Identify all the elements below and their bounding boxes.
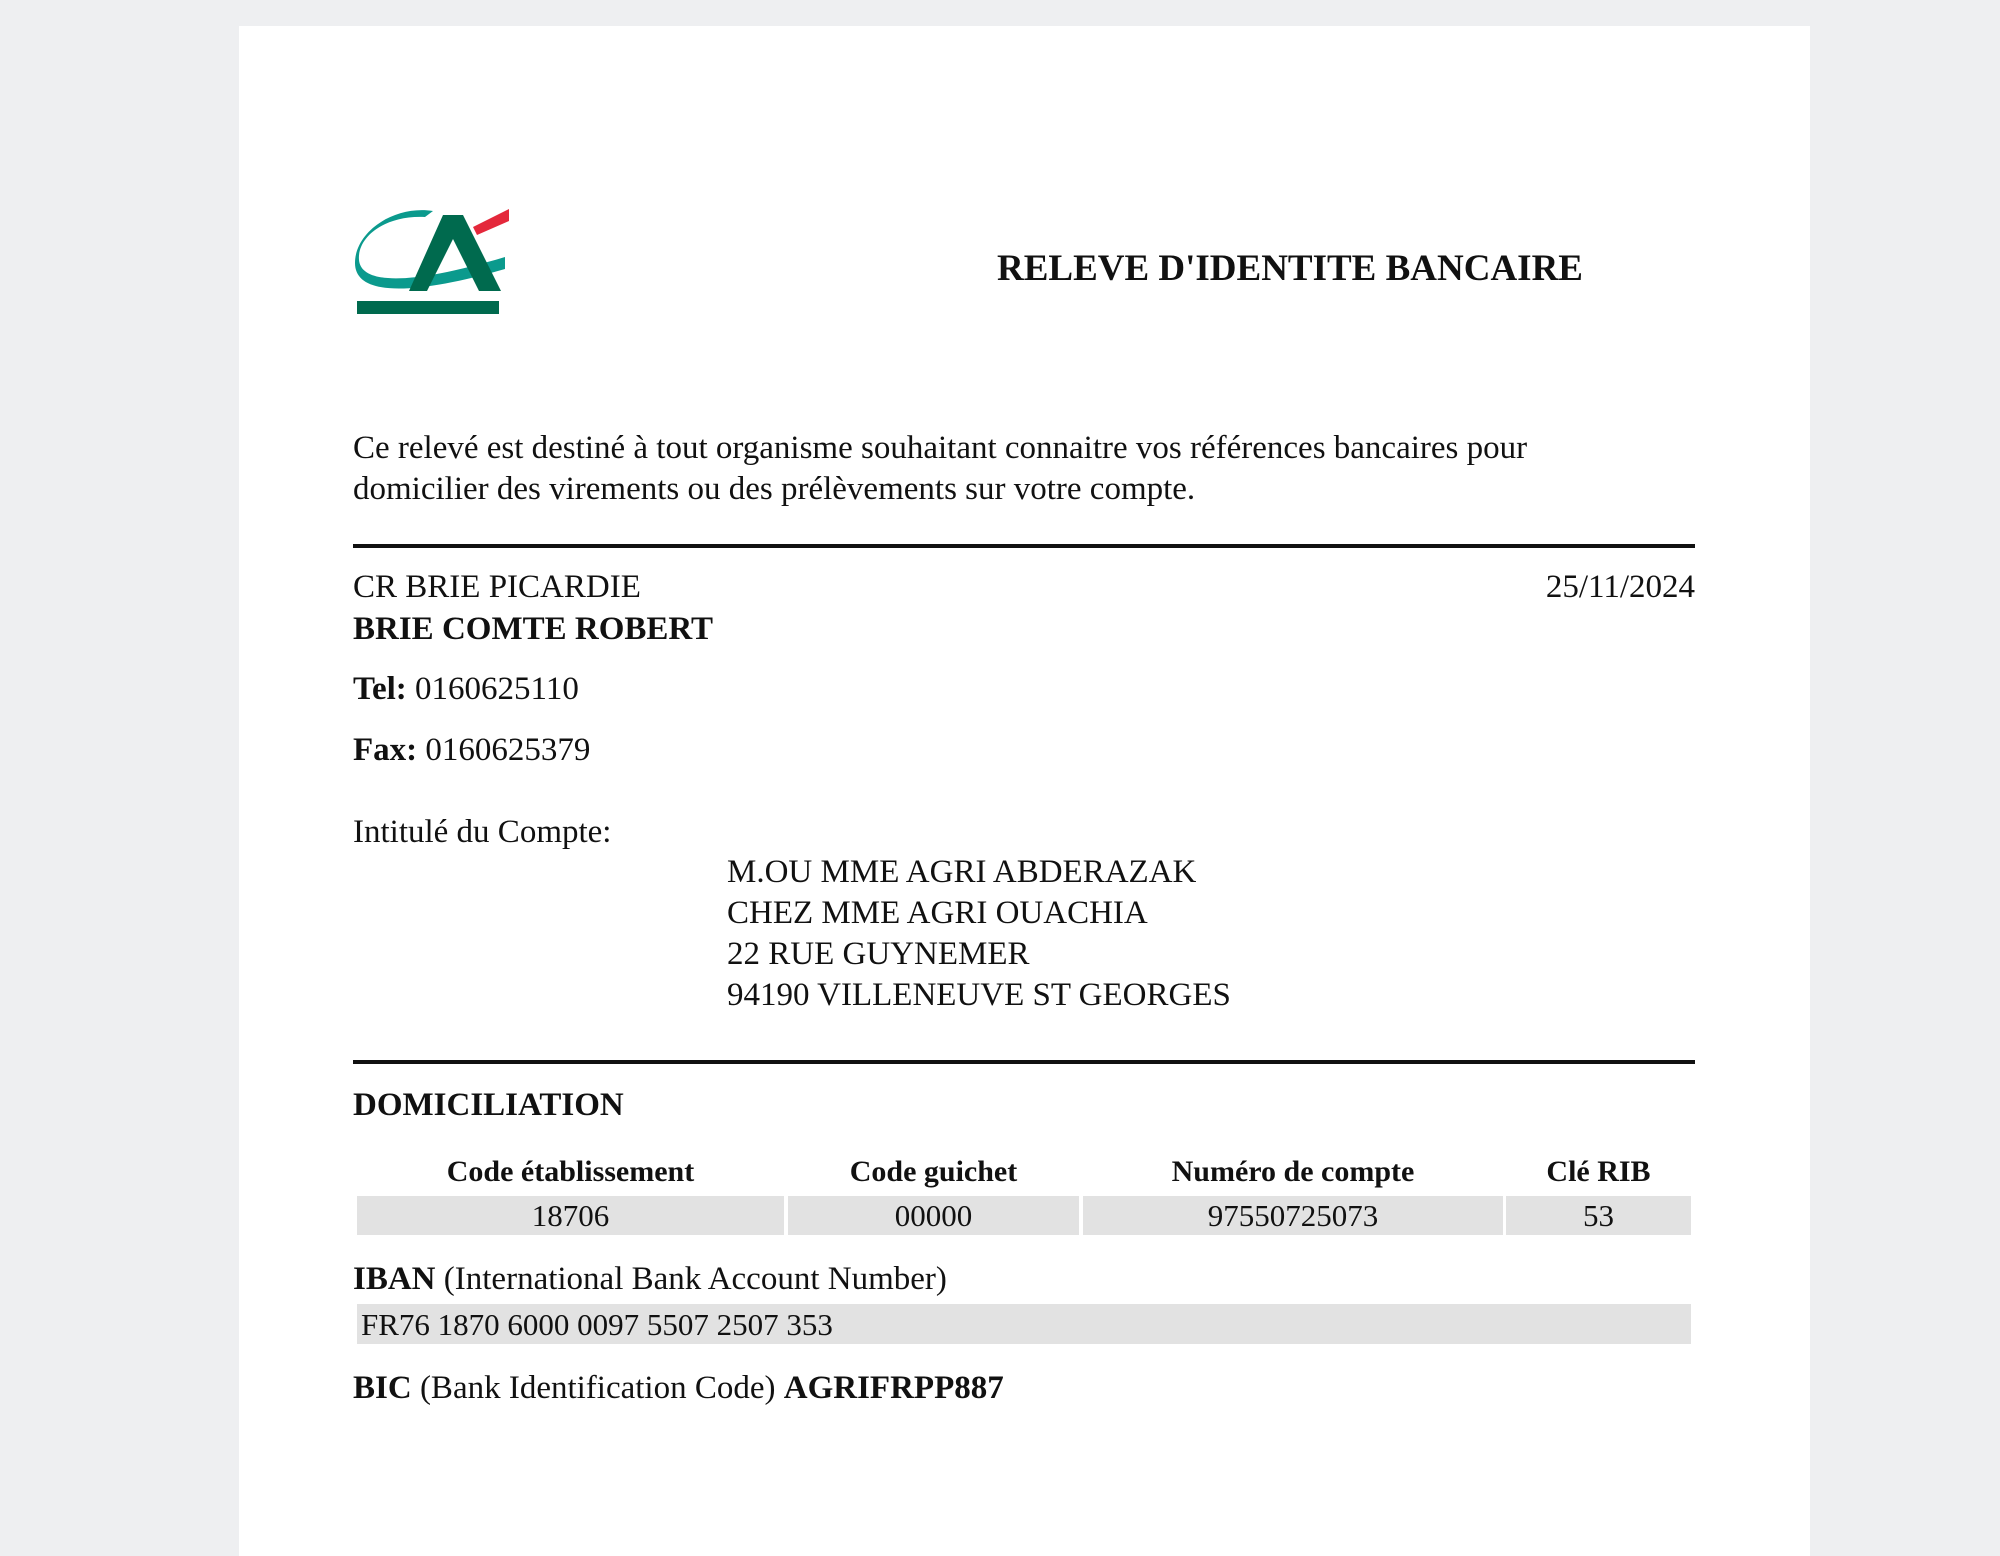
document-title: RELEVE D'IDENTITE BANCAIRE [997, 248, 1583, 289]
fax-value: 0160625379 [425, 732, 591, 768]
account-line: 94190 VILLENEUVE ST GEORGES [727, 977, 1231, 1013]
bic-description: (Bank Identification Code) [419, 1370, 776, 1406]
iban-description: (International Bank Account Number) [443, 1261, 947, 1297]
credit-agricole-logo [355, 205, 513, 317]
intro-line-2: domicilier des virements ou des prélèvements sur votre compte. [353, 471, 1196, 507]
account-line: 22 RUE GUYNEMER [727, 936, 1030, 972]
statement-date: 25/11/2024 [1545, 569, 1695, 605]
iban-value [357, 1304, 1691, 1344]
tel-label: Tel: [353, 671, 407, 707]
agency-fax [353, 734, 590, 767]
bic-value: AGRIFRPP887 [783, 1370, 1004, 1406]
tel-value: 0160625110 [415, 671, 579, 707]
account-line: M.OU MME AGRI ABDERAZAK [727, 854, 1197, 890]
agency-name: CR BRIE PICARDIE [353, 569, 641, 605]
code-etablissement: 18706 [357, 1196, 784, 1235]
header-code-guichet: Code guichet [849, 1155, 1018, 1188]
divider [353, 544, 1695, 548]
account-label: Intitulé du Compte: [353, 814, 612, 850]
header-numero-compte: Numéro de compte [1171, 1155, 1415, 1188]
cle-rib: 53 [1506, 1196, 1691, 1235]
agency-branch: BRIE COMTE ROBERT [353, 611, 714, 647]
iban-text: FR76 1870 6000 0097 5507 2507 353 [361, 1306, 833, 1342]
domiciliation-heading: DOMICILIATION [353, 1087, 624, 1123]
intro-line-1: Ce relevé est destiné à tout organisme souhaitant connaitre vos références bancaires pour [353, 430, 1528, 466]
iban-label [353, 1263, 947, 1296]
bic-title: BIC [353, 1370, 412, 1406]
header-code-etablissement: Code établissement [446, 1155, 695, 1188]
numero-compte: 97550725073 [1083, 1196, 1503, 1235]
code-guichet: 00000 [788, 1196, 1079, 1235]
divider [353, 1060, 1695, 1064]
header-cle-rib: Clé RIB [1546, 1155, 1651, 1188]
agency-tel [353, 673, 579, 706]
iban-title: IBAN [353, 1261, 436, 1297]
fax-label: Fax: [353, 732, 418, 768]
account-line: CHEZ MME AGRI OUACHIA [727, 895, 1148, 931]
bic-line [353, 1372, 1004, 1405]
